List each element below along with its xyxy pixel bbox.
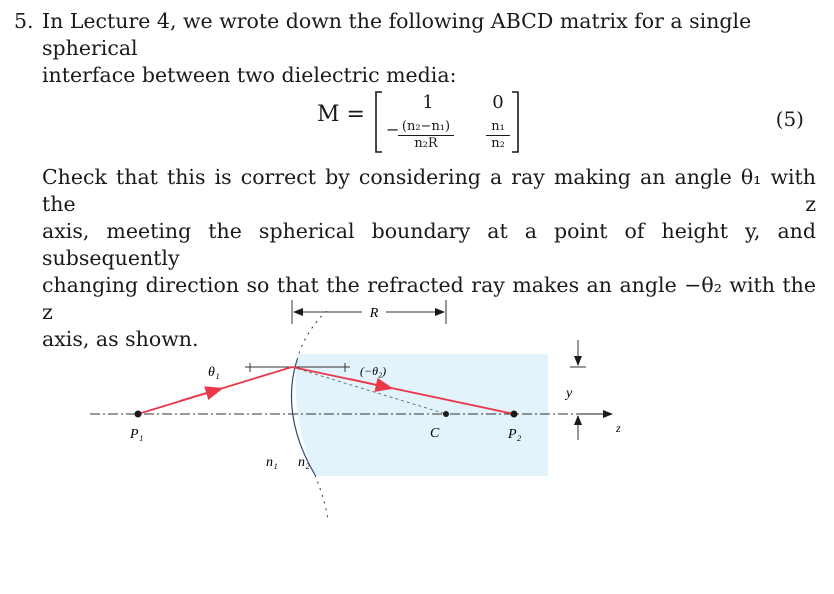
incident-ray-arrow — [180, 389, 220, 401]
label-p2: P₂ — [508, 427, 522, 442]
equation-number: (5) — [775, 107, 804, 131]
matrix-d-numerator: n₁ — [491, 119, 505, 134]
label-z: z — [616, 421, 621, 435]
interface-extension-upper — [297, 308, 330, 360]
label-y: y — [566, 386, 573, 401]
point-p2 — [511, 411, 518, 418]
label-theta1: θ₁ — [208, 365, 220, 380]
problem-number: 5. — [14, 9, 34, 33]
label-theta2: (−θ₂) — [360, 364, 387, 378]
interface-extension-lower — [315, 475, 328, 520]
label-p1: P₁ — [130, 427, 144, 442]
matrix-c-fraction — [398, 120, 454, 151]
label-n1: n₁ — [266, 455, 278, 470]
matrix-d-fraction — [486, 120, 510, 151]
matrix-c-numerator: (n₂−n₁) — [401, 119, 451, 134]
intro-line-2: interface between two dielectric media: — [42, 63, 457, 87]
body-line-2: axis, meeting the spherical boundary at a point of height y, and subsequently — [42, 219, 816, 270]
point-p1 — [135, 411, 142, 418]
body-line-1: Check that this is correct by considering a ray making an angle θ₁ with the z — [42, 165, 816, 216]
matrix-d-denominator: n₂ — [491, 136, 505, 151]
problem-intro — [14, 8, 814, 89]
body-line-4: axis, as shown. — [42, 327, 199, 351]
body-line-3: changing direction so that the refracted ray makes an angle −θ₂ with the z — [42, 273, 816, 324]
label-r: R — [369, 306, 379, 321]
refraction-figure — [80, 290, 640, 530]
matrix-c-denominator: n₂R — [414, 136, 438, 151]
matrix-b: 0 — [492, 92, 504, 113]
abcd-equation — [0, 90, 834, 160]
label-n2: n₂ — [298, 455, 310, 470]
matrix-c-sign: − — [386, 120, 400, 139]
point-c — [443, 411, 449, 417]
matrix-label: M = — [317, 102, 365, 127]
label-c: C — [430, 426, 440, 441]
intro-line-1: In Lecture 4, we wrote down the following ABCD matrix for a single spherical — [42, 9, 752, 60]
matrix-a: 1 — [422, 92, 434, 113]
medium-n2-region — [295, 354, 548, 476]
